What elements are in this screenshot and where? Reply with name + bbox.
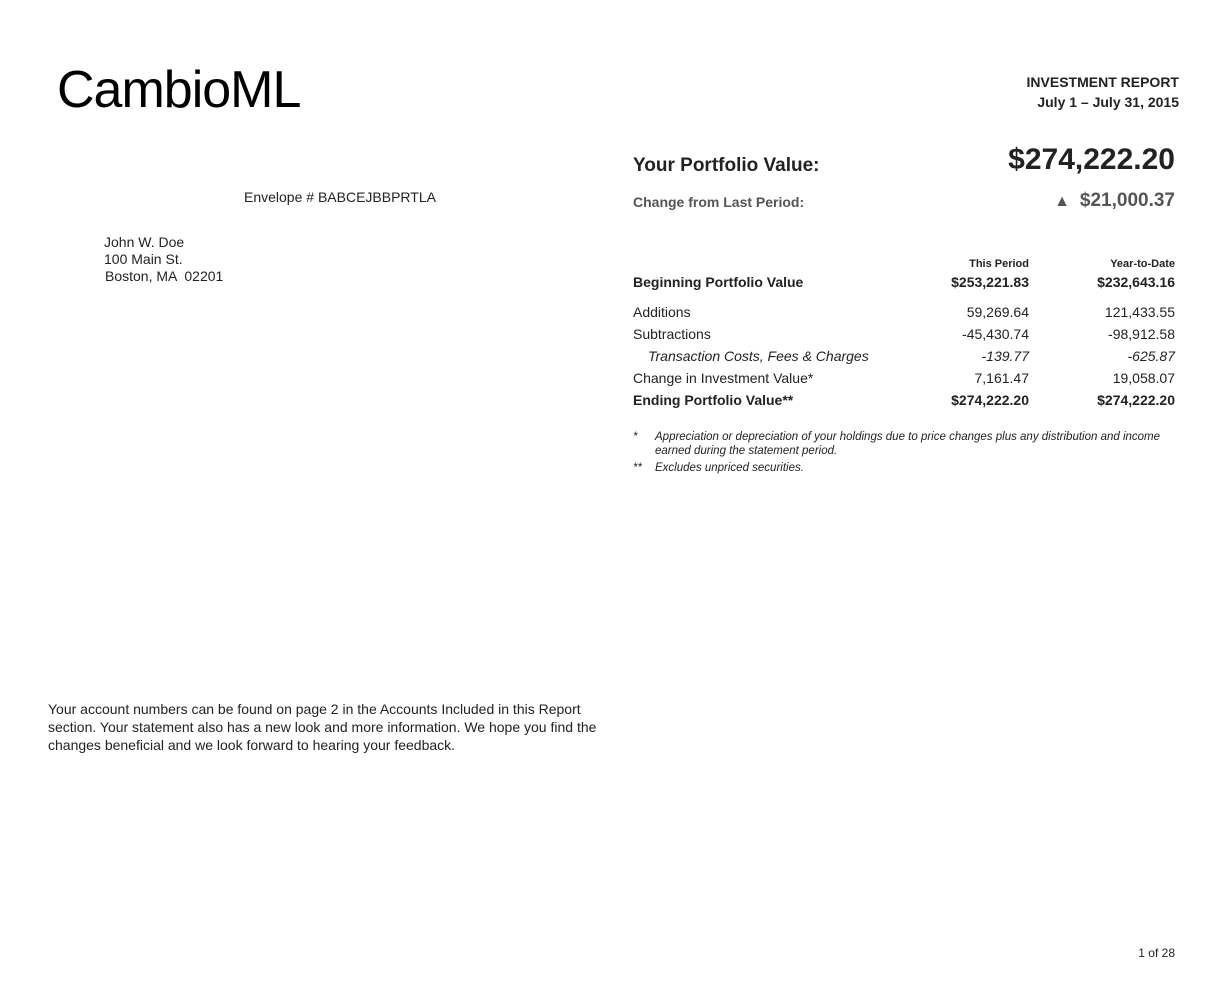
change-label: Change from Last Period: [633, 194, 805, 210]
change-value [1054, 190, 1175, 212]
address-name: John W. Doe [104, 234, 185, 250]
col-ytd-header: Year-to-Date [1110, 258, 1175, 270]
company-logo: CambioML [57, 61, 301, 119]
footnote [633, 461, 1173, 475]
row-ytd: $274,222.20 [1097, 392, 1175, 408]
row-label: Change in Investment Value* [633, 370, 814, 386]
summary-header-row [633, 258, 1175, 274]
envelope-number: Envelope # BABCEJBBPRTLA [244, 189, 436, 205]
footnotes [633, 430, 1173, 478]
row-ytd: $232,643.16 [1097, 274, 1175, 290]
footnote [633, 430, 1173, 458]
row-this-period: $274,222.20 [951, 392, 1029, 408]
row-label: Additions [633, 304, 691, 320]
account-notice: Your account numbers can be found on page 2 in the Accounts Included in this Report section. Your statement also has a new look and more information. We hope you find the changes beneficial and we look forward to hearing your feedback. [48, 701, 597, 753]
row-ytd: -625.87 [1127, 348, 1175, 364]
row-ytd: 121,433.55 [1104, 304, 1175, 320]
col-this-period-header: This Period [969, 258, 1029, 270]
portfolio-value-label: Your Portfolio Value: [633, 155, 820, 176]
footnote-text: Excludes unpriced securities. [655, 462, 804, 474]
row-label: Subtractions [633, 326, 711, 342]
row-ytd: 19,058.07 [1112, 370, 1175, 386]
table-row [633, 392, 1175, 414]
address-city-state-zip: Boston, MA 02201 [105, 268, 224, 284]
portfolio-value: $274,222.20 [1008, 143, 1175, 176]
report-period: July 1 – July 31, 2015 [1037, 94, 1179, 110]
report-title: INVESTMENT REPORT [1026, 74, 1179, 90]
report-header [1027, 72, 1179, 112]
row-this-period: 59,269.64 [966, 304, 1029, 320]
table-row [633, 370, 1175, 392]
up-arrow-icon: ▲ [1054, 193, 1070, 210]
row-ytd: -98,912.58 [1108, 326, 1175, 342]
portfolio-summary-table [633, 258, 1175, 414]
row-label: Ending Portfolio Value** [633, 392, 794, 408]
row-this-period: -45,430.74 [962, 326, 1029, 342]
address-street: 100 Main St. [104, 251, 183, 267]
row-this-period: $253,221.83 [951, 274, 1029, 290]
row-this-period: 7,161.47 [974, 370, 1029, 386]
footnote-text: Appreciation or depreciation of your holdings due to price changes plus any distribution and income earned during the statement period. [655, 431, 1161, 457]
page-number: 1 of 28 [1138, 946, 1175, 960]
row-label: Transaction Costs, Fees & Charges [648, 348, 869, 364]
table-row [633, 348, 1175, 370]
mailing-address [104, 234, 223, 285]
change-amount: $21,000.37 [1079, 190, 1175, 211]
footnote-mark: ** [633, 462, 642, 474]
row-this-period: -139.77 [981, 348, 1029, 364]
row-label: Beginning Portfolio Value [633, 274, 804, 290]
table-row [633, 274, 1175, 296]
table-row [633, 326, 1175, 348]
table-row [633, 304, 1175, 326]
footnote-mark: * [633, 431, 638, 443]
